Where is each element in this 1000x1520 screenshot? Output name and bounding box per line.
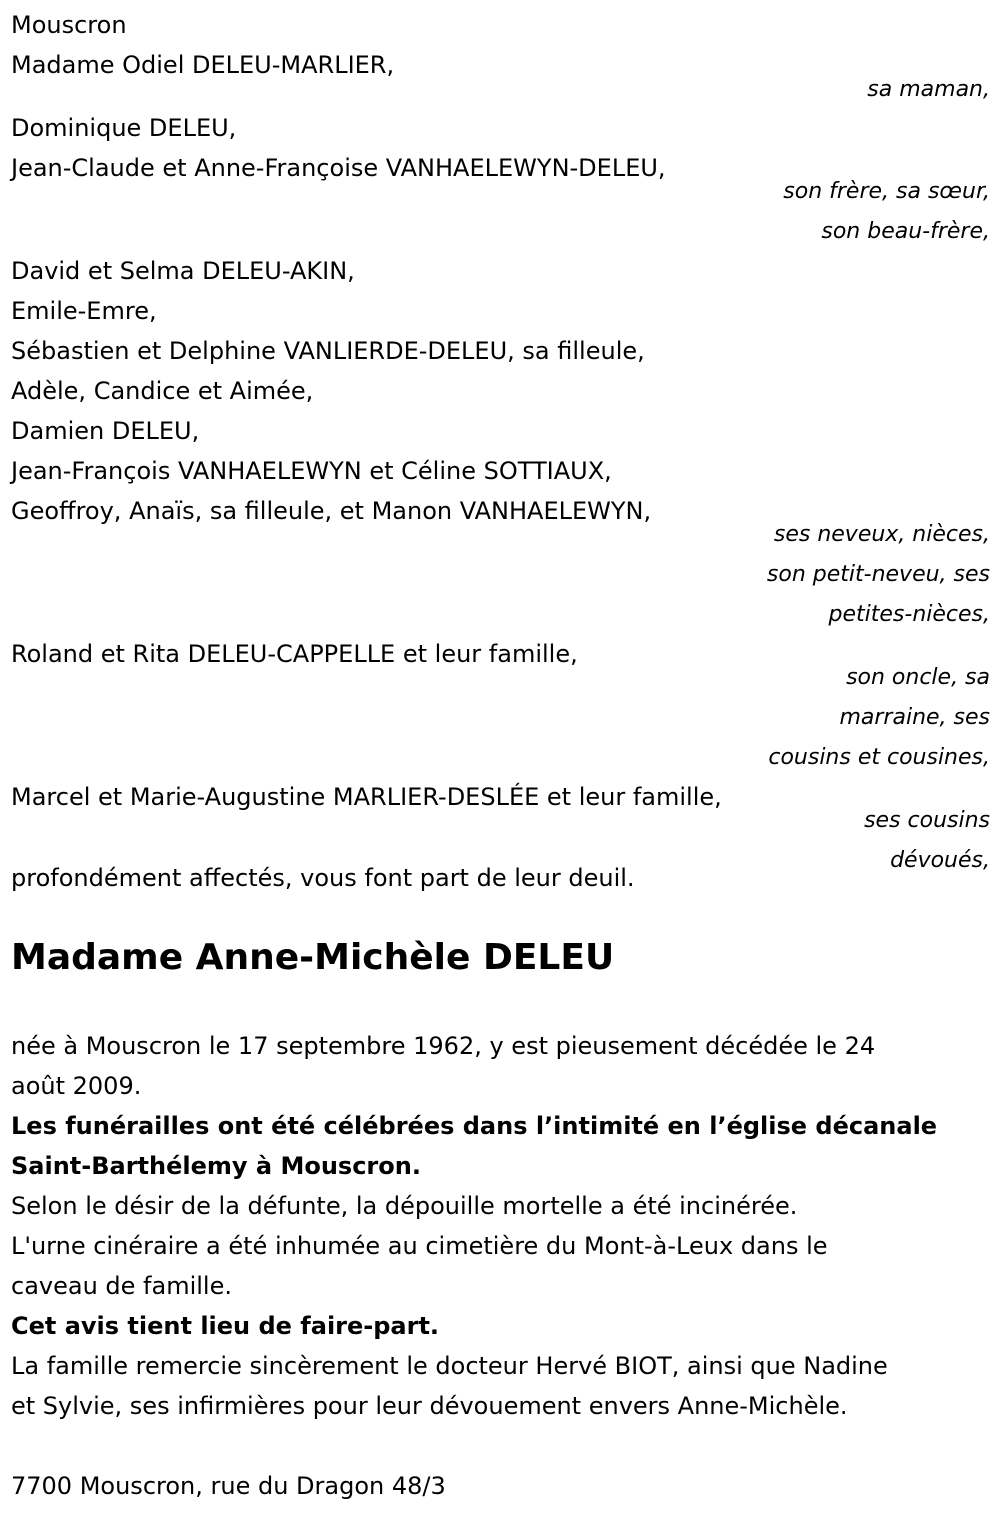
family-line: Emile-Emre, <box>11 297 157 325</box>
address-line: 7700 Mouscron, rue du Dragon 48/3 <box>11 1472 446 1500</box>
urn-line: caveau de famille. <box>11 1272 232 1300</box>
family-line: Madame Odiel DELEU-MARLIER, <box>11 51 395 79</box>
thanks-line: La famille remercie sincèrement le docteur Hervé BIOT, ainsi que Nadine <box>11 1352 888 1380</box>
relation-line: sa maman, <box>867 77 990 102</box>
family-line: Marcel et Marie-Augustine MARLIER-DESLÉE et leur famille, <box>11 783 722 811</box>
family-line: Damien DELEU, <box>11 417 200 445</box>
relation-line: ses neveux, nièces, <box>773 522 990 547</box>
family-line: Roland et Rita DELEU-CAPPELLE et leur famille, <box>11 640 578 668</box>
relation-line: ses cousins <box>864 808 990 833</box>
thanks-line: et Sylvie, ses infirmières pour leur dévouement envers Anne-Michèle. <box>11 1392 848 1420</box>
birth-death-line: août 2009. <box>11 1072 142 1100</box>
family-line: Adèle, Candice et Aimée, <box>11 377 314 405</box>
birth-death-line: née à Mouscron le 17 septembre 1962, y est pieusement décédée le 24 <box>11 1032 876 1060</box>
notice-line: Cet avis tient lieu de faire-part. <box>11 1312 440 1340</box>
family-line: Dominique DELEU, <box>11 114 237 142</box>
family-line: David et Selma DELEU-AKIN, <box>11 257 355 285</box>
family-line: Jean-François VANHAELEWYN et Céline SOTTIAUX, <box>11 457 612 485</box>
closing-line: profondément affectés, vous font part de leur deuil. <box>11 864 635 892</box>
family-line: Geoffroy, Anaïs, sa filleule, et Manon VANHAELEWYN, <box>11 497 652 525</box>
relation-line: son frère, sa sœur, <box>783 179 990 204</box>
family-line: Jean-Claude et Anne-Françoise VANHAELEWYN-DELEU, <box>11 154 666 182</box>
relation-line: petites-nièces, <box>828 602 990 627</box>
funeral-line: Les funérailles ont été célébrées dans l’intimité en l’église décanale <box>11 1112 938 1140</box>
relation-line: dévoués, <box>890 848 990 873</box>
urn-line: L'urne cinéraire a été inhumée au cimetière du Mont-à-Leux dans le <box>11 1232 828 1260</box>
relation-line: son petit-neveu, ses <box>766 562 990 587</box>
cremation-line: Selon le désir de la défunte, la dépouille mortelle a été incinérée. <box>11 1192 798 1220</box>
relation-line: son oncle, sa <box>846 665 990 690</box>
funeral-line: Saint-Barthélemy à Mouscron. <box>11 1152 421 1180</box>
family-line: Sébastien et Delphine VANLIERDE-DELEU, sa filleule, <box>11 337 645 365</box>
relation-line: cousins et cousines, <box>768 745 990 770</box>
relation-line: marraine, ses <box>839 705 990 730</box>
place-heading: Mouscron <box>11 11 127 39</box>
deceased-name: Madame Anne-Michèle DELEU <box>11 937 615 978</box>
relation-line: son beau-frère, <box>821 219 990 244</box>
